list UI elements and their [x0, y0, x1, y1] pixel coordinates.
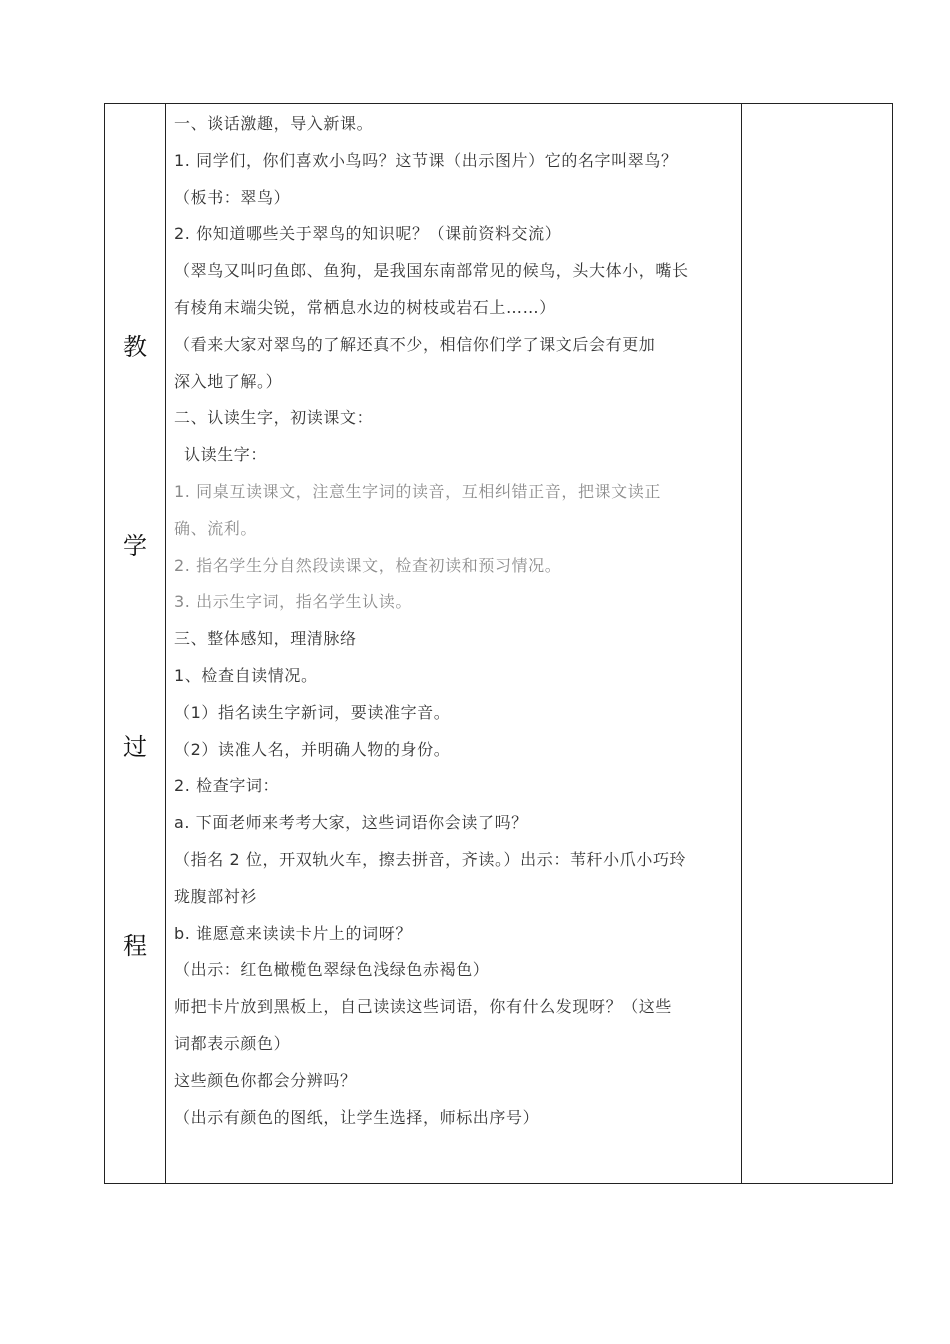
content-line: 这些颜色你都会分辨吗？	[174, 1070, 357, 1090]
lesson-content	[166, 104, 741, 1136]
lesson-plan-table	[104, 103, 893, 1184]
section-label-cell	[105, 104, 166, 1184]
content-line: 珑腹部衬衫	[174, 886, 258, 906]
section-label-char: 过	[123, 733, 147, 761]
content-line: 词都表示颜色）	[174, 1033, 291, 1053]
content-line: a. 下面老师来考考大家，这些词语你会读了吗？	[174, 813, 528, 833]
content-line: 确、流利。	[174, 518, 258, 538]
section-label-char: 教	[123, 333, 147, 361]
lesson-content-cell	[166, 104, 742, 1184]
content-line: （出示有颜色的图纸，让学生选择，师标出序号）	[174, 1107, 540, 1127]
content-line: b. 谁愿意来读读卡片上的词呀？	[174, 923, 412, 943]
content-line: 3. 出示生字词，指名学生认读。	[174, 592, 412, 612]
content-line: 有棱角末端尖锐，常栖息水边的树枝或岩石上……）	[174, 297, 556, 317]
content-line: 三、整体感知，理清脉络	[174, 629, 357, 649]
content-line: 深入地了解。）	[174, 371, 283, 391]
content-line: （翠鸟又叫叼鱼郎、鱼狗，是我国东南部常见的候鸟，头大体小，嘴长	[174, 261, 689, 281]
notes-cell	[742, 104, 893, 1184]
content-line: （2）读准人名，并明确人物的身份。	[174, 739, 451, 759]
content-line: （指名 2 位，开双轨火车，擦去拼音，齐读。）出示：苇秆小爪小巧玲	[174, 849, 687, 869]
section-label-char: 学	[123, 532, 147, 560]
content-line: 1. 同桌互读课文，注意生字词的读音，互相纠错正音，把课文读正	[174, 481, 661, 501]
content-line: 1. 同学们，你们喜欢小鸟吗？这节课（出示图片）它的名字叫翠鸟？	[174, 150, 678, 170]
content-line: 师把卡片放到黑板上，自己读读这些词语，你有什么发现呀？（这些	[174, 997, 673, 1017]
content-line: 2. 检查字词：	[174, 776, 280, 796]
content-line: 二、认读生字，初读课文：	[174, 408, 374, 428]
content-line: 一、谈话激趣，导入新课。	[174, 114, 374, 133]
content-line: 认读生字：	[184, 445, 268, 465]
content-line: 2. 指名学生分自然段读课文，检查初读和预习情况。	[174, 555, 562, 575]
content-line: 2. 你知道哪些关于翠鸟的知识呢？（课前资料交流）	[174, 224, 562, 244]
section-label-char: 程	[123, 932, 147, 960]
content-line: （板书：翠鸟）	[174, 187, 291, 207]
content-line: （1）指名读生字新词，要读准字音。	[174, 702, 451, 722]
content-line: （看来大家对翠鸟的了解还真不少，相信你们学了课文后会有更加	[174, 334, 656, 354]
table-row	[105, 104, 893, 1184]
content-line: （出示：红色橄榄色翠绿色浅绿色赤褐色）	[174, 960, 490, 980]
content-line: 1、检查自读情况。	[174, 665, 318, 685]
